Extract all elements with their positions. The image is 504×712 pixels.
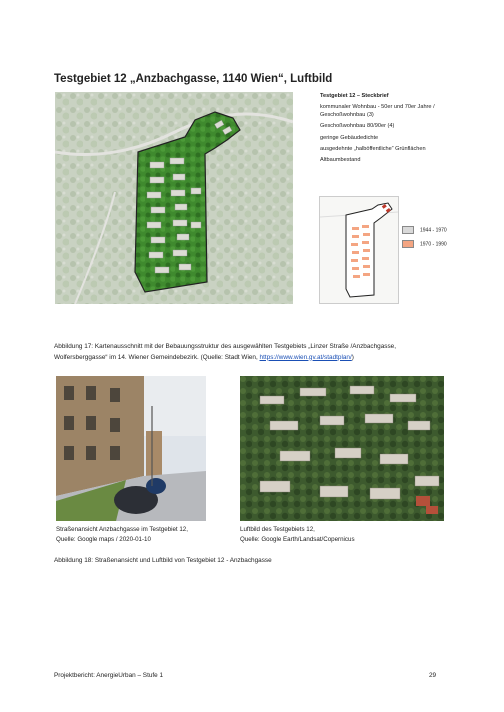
legend-label: 1970 - 1990 [420, 241, 447, 248]
legend-label: 1944 - 1970 [420, 227, 447, 234]
legend-item [402, 240, 447, 248]
source-link[interactable]: https://www.wien.gv.at/stadtplan/ [259, 353, 352, 361]
steckbrief-panel [320, 93, 460, 169]
steckbrief-item: geringe Gebäudedichte [320, 134, 379, 141]
caption-tail: ) [351, 353, 354, 361]
figure-17-caption [54, 342, 449, 363]
legend-swatch [402, 240, 414, 248]
legend-item [402, 226, 447, 234]
figure-18-caption: Abbildung 18: Straßenansicht und Luftbild von Testgebiet 12 - Anzbachgasse [54, 557, 272, 564]
caption-line: Quelle: Google Earth/Landsat/Copernicus [240, 536, 355, 543]
caption-line: Straßenansicht Anzbachgasse im Testgebiet 12, [56, 526, 188, 533]
building-age-map [319, 196, 399, 304]
page-number: 29 [429, 672, 437, 679]
aerial-oblique-photo [240, 376, 444, 521]
photo-1-caption [56, 525, 188, 545]
caption-text: Abbildung 17: Kartenausschnitt mit der Bebauungsstruktur des ausgewählten Testgebiets „Linzer Straße /Anzbachgasse, Wolfersberggasse“ im 14. Wiener Gemeindebezirk. (Quelle: Stadt Wien, [54, 343, 396, 361]
steckbrief-heading: Testgebiet 12 – Steckbrief [320, 93, 389, 99]
steckbrief-item: Geschoßwohnbau 80/90er (4) [320, 123, 395, 130]
steckbrief-item: ausgedehnte „halböffentliche“ Grünflächen [320, 146, 426, 153]
caption-line: Luftbild des Testgebiets 12, [240, 526, 315, 533]
steckbrief-item: Altbaumbestand [320, 157, 361, 164]
photo-2-caption [240, 525, 355, 545]
page-title: Testgebiet 12 „Anzbachgasse, 1140 Wien“, Luftbild [54, 73, 333, 85]
caption-line: Quelle: Google maps / 2020-01-10 [56, 536, 151, 543]
street-view-photo [56, 376, 206, 521]
footer-text: Projektbericht: AnergieUrban – Stufe 1 [54, 672, 164, 679]
aerial-map-image [55, 92, 293, 304]
steckbrief-item: kommunaler Wohnbau - 50er und 70er Jahre / Geschoßwohnbau (3) [320, 104, 435, 118]
legend-swatch [402, 226, 414, 234]
